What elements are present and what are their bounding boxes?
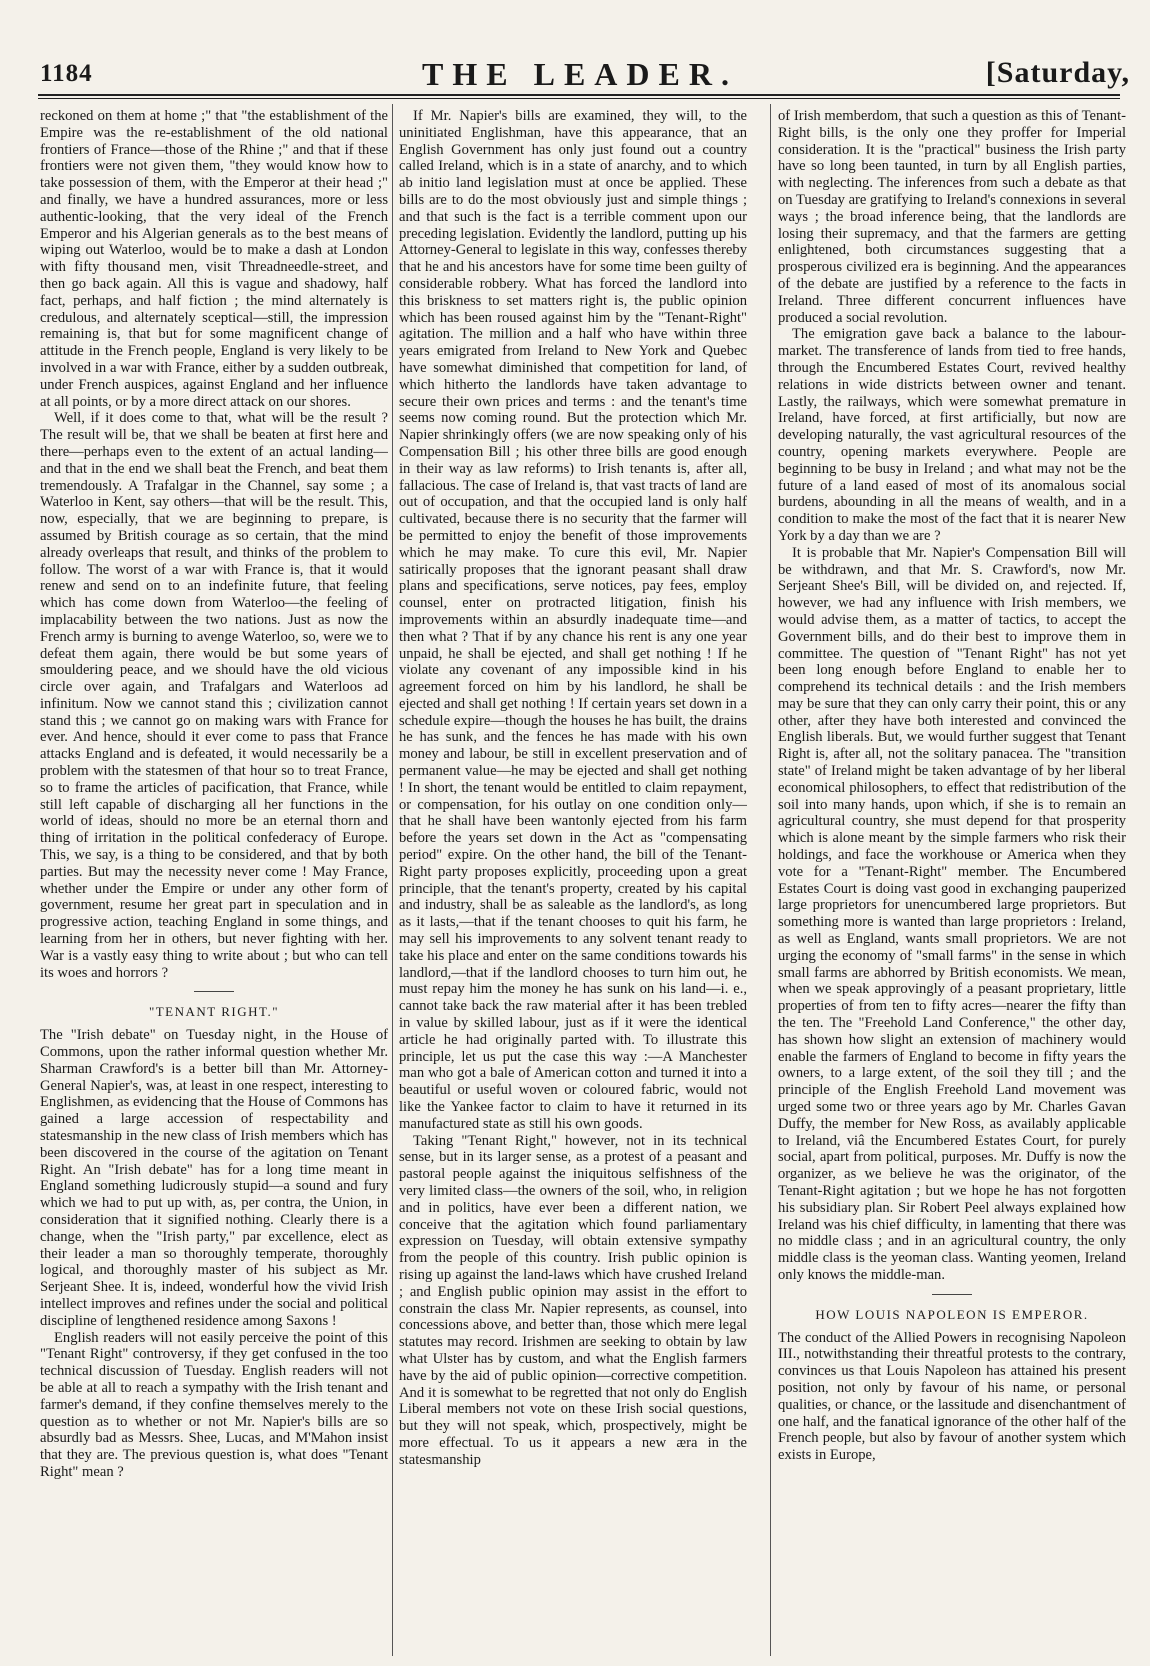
paragraph: The emigration gave back a balance to the labour-market. The transference of lands from tied to free hands, through the Encumbered Estates Court, revived healthy relations in wide districts between owner and tenant. Lastly, the railways, which were somewhat premature in Ireland, have forced, at first artificially, but now are developing naturally, the vast agricultural resources of the country, opening markets everywhere. People are beginning to be busy in Ireland ; and what may not be the future of a land eased of most of its anomalous social burdens, abounding in all the means of wealth, and in a condition to make the most of the fact that it is nearer New York by a day than we are ?: [778, 326, 1126, 544]
page-number: 1184: [40, 60, 93, 87]
column-divider: [770, 104, 771, 1656]
section-rule: [194, 991, 234, 992]
paragraph: Well, if it does come to that, what will be the result ? The result will be, that we shall be beaten at first here and there—perhaps even to the extent of an actual landing—and that in the end we shall beat the French, and beat them tremendously. A Trafalgar in the Channel, say some ; a Waterloo in Kent, say others—that will be the result. This, now, especially, that we are beginning to prepare, is assumed by British courage as so certain, that the mind already overleaps that result, and thinks of the problem to follow. The worst of a war with France is, that it would renew and send on to an indefinite future, that feeling which has come down from Waterloo—the feeling of implacability between the two nations. Just as now the French army is burning to avenge Waterloo, so, were we to defeat them again, there would be but some years of smouldering peace, and we should have the old vicious circle over again, and Trafalgars and Waterloos ad infinitum. Now we cannot stand this ; civilization cannot stand this ; we cannot go on making wars with France for ever. And hence, should it ever come to pass that France attacks England and is defeated, it would necessarily be a problem with the statesmen of that hour so to treat France, so to frame the articles of pacification, that France, while still left capable of discharging all her functions in the world of ideas, should no more be an eternal thorn and thing of irritation in the political confederacy of Europe. This, we say, is a thing to be considered, and that by both parties. But may the necessity never come ! May France, whether under the Empire or under any other form of government, resume her great part in speculation and in progressive action, teaching England in some things, and learning from her in others, but never fighting with her. War is a vastly easy thing to write about ; but who can tell its woes and horrors ?: [40, 410, 388, 981]
column-3: [778, 108, 1126, 1658]
paragraph: The conduct of the Allied Powers in recognising Napoleon III., notwithstanding their threatful protests to the contrary, convinces us that Louis Napoleon has attained his present position, not only by favour of his name, or personal qualities, or chance, or the lassitude and disenchantment of one half, and the fanatical ignorance of the other half of the French people, but also by favour of another system which exists in Europe,: [778, 1329, 1126, 1464]
header-rule: [38, 94, 1120, 96]
paragraph: It is probable that Mr. Napier's Compensation Bill will be withdrawn, and that Mr. S. Crawford's, now Mr. Serjeant Shee's Bill, will be divided on, and rejected. If, however, we had any influence with Irish members, we would advise them, as a matter of tactics, to accept the Government bills, and do their best to improve them in committee. The question of "Tenant Right" has not yet been long enough before England to enable her to comprehend its technical details : and the Irish members may be sure that they can only carry their point, this or any other, after they have both interested and convinced the English liberals. But, we would further suggest that Tenant Right is, after all, not the solitary panacea. The "transition state" of Ireland might be taken advantage of by her liberal economical philosophers, to effect that redistribution of the soil into many hands, upon which, if she is to remain an agricultural country, she must depend for that prosperity which is alone meant by the simple farmers who risk their holdings, and face the workhouse or America when they vote for a "Tenant-Right" member. The Encumbered Estates Court is doing vast good in exchanging pauperized large proprietors for unencumbered large proprietors. But something more is wanted than large proprietors : Ireland, as well as England, wants small proprietors. We are not urging the economy of "small farms" in the sense in which small farms are abhorred by British economists. We mean, when we speak approvingly of a peasant proprietary, little properties of from ten to fifty acres—nearer the fifty than the ten. The "Freehold Land Conference," the other day, has shown how slight an extension of machinery would enable the farmers of England to become in fifty years the owners, to a large extent, of the soil they till ; and the principle of the English Freehold Land movement was urged some two or three years ago by Mr. Charles Gavan Duffy, the member for New Ross, as availably applicable to Ireland, viâ the Encumbered Estates Court, for purely social, apart from political, purposes. Mr. Duffy is now the organizer, as we believe he was the originator, of the Tenant-Right agitation ; but we hope he has not forgotten his subsidiary plan. Sir Robert Peel always explained how Ireland was his chief difficulty, in lamenting that there was no middle class ; and in an agricultural country, the only middle class is the yeoman class. Wanting yeomen, Ireland only knows the middle-man.: [778, 544, 1126, 1283]
header-day: [Saturday,: [985, 56, 1130, 89]
paragraph: The "Irish debate" on Tuesday night, in the House of Commons, upon the rather informal question whether Mr. Sharman Crawford's is a better bill than Mr. Attorney-General Napier's, was, at least in one respect, interesting to Englishmen, as evidencing that the House of Commons has gained a large accession of respectability and statesmanship in the new class of Irish members which has been discovered in the course of the agitation on Tenant Right. An "Irish debate" has for a long time meant in England something ludicrously stupid—a sound and fury which we had to put up with, as, per contra, the Union, in consideration that it signified nothing. Clearly there is a change, when the "Irish party," par excellence, elect as their leader a man so thoroughly temperate, thoroughly logical, and thoroughly master of his subject as Mr. Serjeant Shee. It is, indeed, wonderful how the vivid Irish intellect improves and refines under the social and political discipline of lengthened residence among Saxons !: [40, 1027, 388, 1329]
page-header: [40, 52, 1130, 92]
section-heading: HOW LOUIS NAPOLEON IS EMPEROR.: [815, 1306, 1089, 1322]
section-heading: "TENANT RIGHT.": [148, 1004, 280, 1020]
column-1: [40, 108, 388, 1658]
column-2: [399, 108, 747, 1658]
section-rule: [932, 1294, 972, 1295]
masthead-title: THE LEADER.: [422, 56, 738, 92]
paragraph: Taking "Tenant Right," however, not in its technical sense, but in its larger sense, as a protest of a peasant and pastoral people against the iniquitous selfishness of the very limited class—the owners of the soil, who, in religion and in politics, have ever been a different nation, we conceive that the agitation which found parliamentary expression on Tuesday, will obtain extensive sympathy from the people of this country. Irish public opinion is rising up against the land-laws which have crushed Ireland ; and English public opinion may assist in the effort to constrain the class Mr. Napier represents, as counsel, into concessions above, and better than, those which mere legal statutes may record. Irishmen are seeking to obtain by law what Ulster has by custom, and what the English farmers have by the aid of public opinion—corrective competition. And it is somewhat to be regretted that not only do English Liberal members not vote on these Irish social questions, but they will not speak, which, prospectively, might be more effectual. To us it appears a new æra in the statesmanship: [399, 1132, 747, 1468]
paragraph: reckoned on them at home ;" that "the establishment of the Empire was the re-establishment of the old national frontiers of France—those of the Rhine ;" and that if these frontiers were not given them, "they would know how to take possession of them, with the Emperor at their head ;" and finally, we have a hundred assurances, more or less authentic-looking, that the very ideal of the French Emperor and his Algerian generals as to the best means of wiping out Waterloo, would be to make a dash at London with fifty thousand men, visit Threadneedle-street, and then go back again. All this is vague and shadowy, half fact, perhaps, and half fiction ; the mind alternately is credulous, and alternately sceptical—still, the impression remaining is, that but for some magnificent change of attitude in the French people, England is very likely to be involved in a war with France, either by a sudden outbreak, under French auspices, against England and her influence at all points, or by a more direct attack on our shores.: [40, 108, 388, 410]
paragraph: If Mr. Napier's bills are examined, they will, to the uninitiated Englishman, have this appearance, that an English Government has only just found out a country called Ireland, which is in a state of anarchy, and to which ab initio land legislation must at once be applied. These bills are to do the most obviously just and simple things ; and that such is the fact is a terrible comment upon our preceding legislation. Evidently the landlord, putting up his Attorney-General to legislate in this way, confesses thereby that he and his ancestors have for some time been guilty of considerable robbery. What has forced the landlord into this briskness to set matters right is, the public opinion which has been roused against him by the "Tenant-Right" agitation. The million and a half who have within three years emigrated from Ireland to New York and Quebec have somewhat diminished that competition for land, of which hitherto the landlords have taken advantage to secure their own prices and terms : and the tenant's time seems now coming round. But the protection which Mr. Napier shrinkingly offers (we are now speaking only of his Compensation Bill ; his other three bills are good enough in their way as law reforms) to Irish tenants is, after all, fallacious. The case of Ireland is, that vast tracts of land are out of occupation, and that the occupied land is only half cultivated, because there is no security that the farmer will be permitted to enjoy the benefit of those improvements which he may make. To cure this evil, Mr. Napier satirically proposes that the ignorant peasant shall draw plans and specifications, serve notices, pay fees, employ counsel, enter on protracted litigation, finish his improvements within an absurdly inadequate time—and then what ? That if by any chance his rent is any one year unpaid, he shall be ejected, and shall get nothing ! If he violate any covenant of any impossible kind in his agreement forced on him by his landlord, he shall be ejected and shall get nothing ! If certain years set down in a schedule expire—though the houses he has built, the drains he has sunk, and the fences he has made with his own money and labour, be still in excellent preservation and of permanent value—he may be ejected and shall get nothing ! In short, the tenant would be entitled to claim repayment, or compensation, for his outlay on one condition only—that he shall have been wantonly ejected from his farm before the years set down in the Act as "compensating period" expire. On the other hand, the bill of the Tenant-Right party proposes explicitly, proceeding upon a great principle, that the tenant's property, created by his capital and industry, shall be as saleable as the landlord's, as long as it lasts,—that if the tenant chooses to quit his farm, he may sell his improvements to any solvent tenant ready to take his place and enter on the same conditions towards his landlord,—that if the landlord chooses to turn him out, he must repay him the money he has sunk on his land—i. e., cannot take back the raw material after it has been trebled in value by skilled labour, just as if it were the identical article he had originally parted with. To illustrate this principle, let us put the case this way :—A Manchester man who got a bale of American cotton and turned it into a beautiful or useful woven or coloured fabric, would not like the Yankee factor to claim to have it returned in its manufactured state as still his own goods.: [399, 108, 747, 1132]
header-rule-thin: [38, 98, 1120, 99]
paragraph: of Irish memberdom, that such a question as this of Tenant-Right bills, is the only one they proffer for Imperial consideration. It is the "practical" business the Irish party have so long been taunted, in turn by all English parties, with neglecting. The inferences from such a debate as that on Tuesday are gratifying to Ireland's connexions in several ways ; the broad inference being, that the landlords are losing their supremacy, and that the farmers are getting enlightened, both circumstances suggesting that a prosperous civilized era is beginning. And the appearances of the debate are justified by a reference to the facts in Ireland. Three different concurrent influences have produced a social revolution.: [778, 108, 1126, 326]
column-divider: [392, 104, 393, 1656]
paragraph: English readers will not easily perceive the point of this "Tenant Right" controversy, if they get confused in the too technical discussion of Tuesday. English readers will not be able at all to reach a sympathy with the Irish tenant and farmer's demand, if they confine themselves merely to the question as to whether or not Mr. Napier's bills are so absurdly bad as Messrs. Shee, Lucas, and M'Mahon insist that they are. The previous question is, what does "Tenant Right" mean ?: [40, 1329, 388, 1480]
